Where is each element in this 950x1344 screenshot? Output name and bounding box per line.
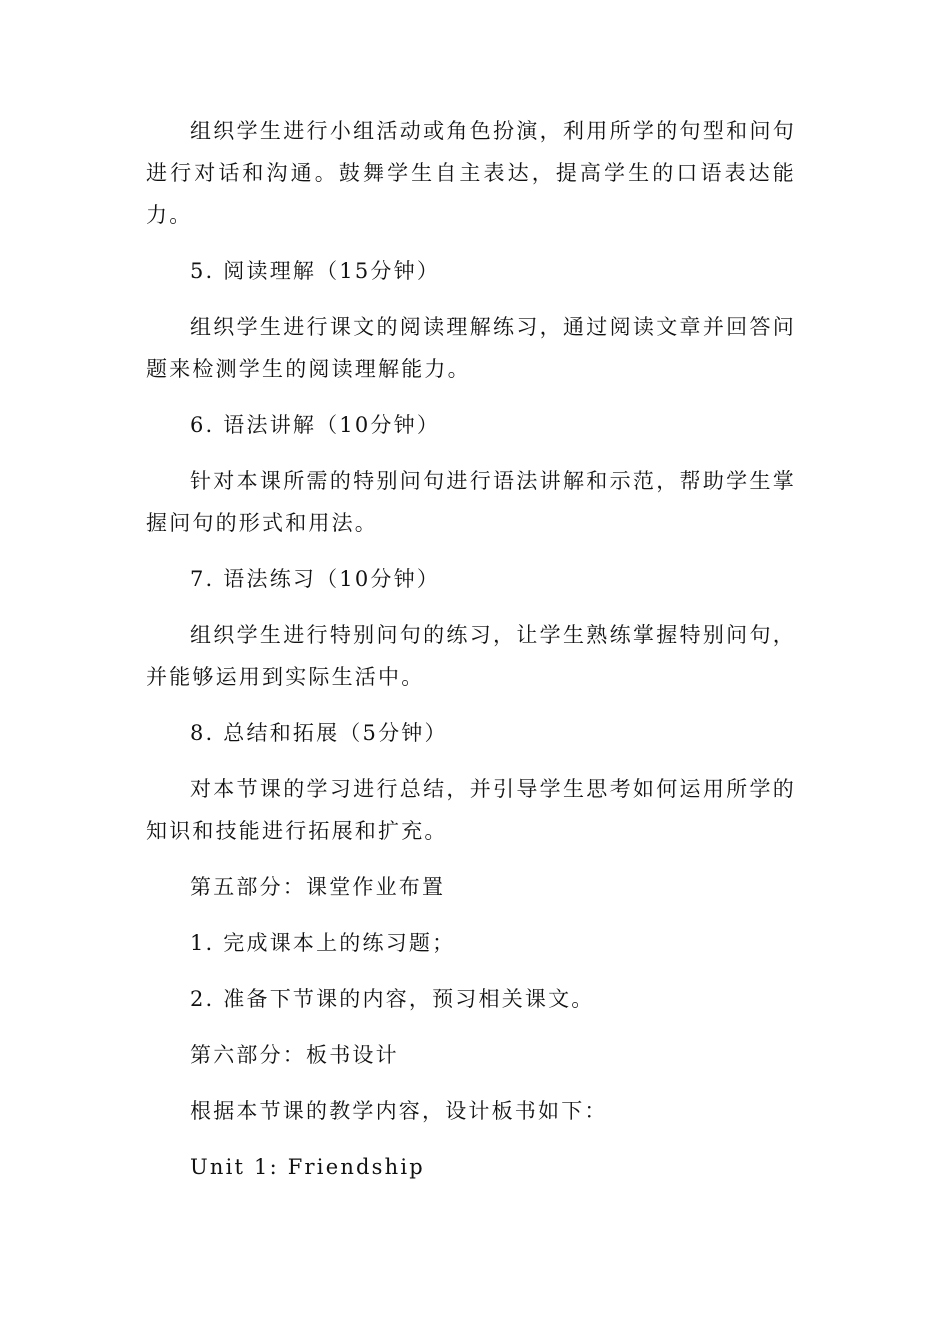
paragraph-reading-comprehension: 组织学生进行课文的阅读理解练习，通过阅读文章并回答问题来检测学生的阅读理解能力。 xyxy=(146,315,796,381)
paragraph-speaking-activity: 组织学生进行小组活动或角色扮演，利用所学的句型和问句进行对话和沟通。鼓舞学生自主表达，提高学生的口语表达能力。 xyxy=(146,119,796,227)
paragraph-grammar-explanation: 针对本课所需的特别问句进行语法讲解和示范，帮助学生掌握问句的形式和用法。 xyxy=(146,469,796,535)
section-six-title: 第六部分：板书设计 xyxy=(190,1043,399,1067)
document-body xyxy=(146,110,796,1202)
heading-grammar-practice: 7. 语法练习（10分钟） xyxy=(190,567,441,591)
paragraph-grammar-practice: 组织学生进行特别问句的练习，让学生熟练掌握特别问句，并能够运用到实际生活中。 xyxy=(146,623,796,689)
heading-grammar-explanation: 6. 语法讲解（10分钟） xyxy=(190,413,441,437)
board-design-unit-title: Unit 1: Friendship xyxy=(190,1155,425,1179)
homework-item-1: 1. 完成课本上的练习题； xyxy=(190,931,456,955)
paragraph-summary-extension: 对本节课的学习进行总结，并引导学生思考如何运用所学的知识和技能进行拓展和扩充。 xyxy=(146,777,796,843)
heading-summary-extension: 8. 总结和拓展（5分钟） xyxy=(190,721,448,745)
section-five-title: 第五部分：课堂作业布置 xyxy=(190,875,446,899)
board-design-intro: 根据本节课的教学内容，设计板书如下： xyxy=(190,1099,608,1123)
heading-reading-comprehension: 5. 阅读理解（15分钟） xyxy=(190,259,441,283)
homework-item-2: 2. 准备下节课的内容，预习相关课文。 xyxy=(190,987,595,1011)
